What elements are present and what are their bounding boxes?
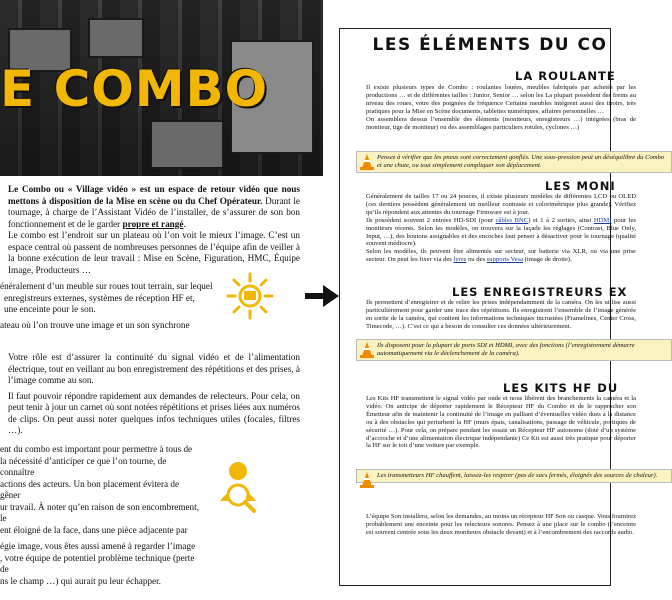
composition-line-4: ateau où l’on trouve une image et un son synchrone [0, 319, 190, 330]
composition-line-1: énéralement d’un meuble sur roues tout terrain, sur lequel [0, 281, 213, 291]
role-paragraph [8, 352, 300, 437]
section-kits-hf-text [366, 395, 636, 450]
traffic-cone-icon [360, 342, 374, 358]
moniteurs-p3c: (image de droite). [523, 256, 572, 264]
role-p4: Votre rôle est d’assurer la continuité du signal vidéo et de l’alimentation électrique, tout en veillant au bon enregistrement des répétitions et des prises, à l’image comme au son. [8, 352, 300, 385]
roulante-p1: Il existe plusieurs types de Combo : roulantes louées, meubles fabriqués par achetés par les productions … et de différentes tailles : Junior, Senior … selon les La plupart possèdent des freins au niveau des roues, votre des poignées de fréquence Certains meubles intègrent aussi des tiroirs, très pratiques pour la Mise en Scène documents, tablettes numériques, affaires personnelles … [366, 84, 636, 115]
composition-paragraph [0, 281, 230, 331]
enregistreurs-p1: Ils permettent d’enregistrer et de relire les prises indépendamment de la caméra. On les utilise aussi particulièrement pour garder une trace des répétitions. Ils enregistrent l’ensemble de l’image générée en sortie de la caméra, qui contient les informations techniques incrustées (Framelines, Center Cross, Timecode, …). C’est ce qui a besoin de consulter ces données ultérieurement. [366, 299, 636, 330]
kits-hf-note [356, 469, 672, 483]
son-p1: L’équipe Son installera, selon les demandes, au moins un récepteur HF Son ou casque. Vous fournirez probablement une enceinte pour les relecteurs sonores. Pensez à une place sur le combo (l’enceinte est souvent centrée sous les deux moniteurs obstacle devant) et à l’encombrement des raccords audio. [366, 513, 636, 536]
intro-bold2: propre et rangé [122, 218, 184, 229]
monitor-shape [88, 18, 144, 58]
arrow-right-icon [305, 285, 339, 307]
section-enregistreurs-title: LES ENREGISTREURS EX [452, 285, 628, 299]
traffic-cone-icon [360, 154, 374, 170]
placement-line-2: la nécessité d’anticiper ce que l’on tourne, de connaître [0, 455, 167, 477]
hero-image [0, 0, 323, 176]
enregistreurs-note [356, 339, 672, 361]
roulante-p2: On assemblera dessus l’ensemble des éléments (moniteurs, enregistreurs …) intégrées (bras de moniteur, tige de moniteur) ou des assemblages particuliers rotules, cyclones …) [366, 115, 636, 131]
intro-bold: Le Combo ou « Village vidéo » est un espace de retour vidéo que nous mettons à disposition de la Mise en scène ou du Chef Opérateur. [8, 184, 300, 206]
section-enregistreurs-text [366, 299, 636, 331]
monitor-shape [150, 120, 224, 169]
panel-title: LES ÉLÉMENTS DU CO [372, 35, 608, 55]
placement-line-6: égie image, vous êtes aussi amené à regarder l’image [0, 541, 196, 551]
camera-gear-icon [225, 272, 275, 320]
placement-line-8: ns le champ …) qui aurait pu leur échapper. [0, 575, 161, 586]
elements-panel [339, 28, 665, 586]
traffic-cone-icon [360, 472, 374, 488]
section-moniteurs-text [366, 193, 636, 264]
moniteurs-p2b: ) et 1 à 2 sorties, ainsi [528, 216, 594, 224]
intro-p2: Le combo est l’endroit sur un plateau où l’on voit le mieux l’image. C’est un espace central où passent de nombreuses personnes de l’équipe afin de veiller à la bonne exécution de leur travail : Mise en Scène, Figuration, HMC, Équipe Image, Producteurs … [8, 230, 300, 275]
link-cables-bnc[interactable]: câbles BNC [495, 216, 529, 224]
roulante-note-text: Pensez à vérifier que les pneus sont correctement gonflés. Une sous-pression peut un déséquilibre du Combo et une chute, ou tout simplement compliquer son déplacement. [377, 154, 665, 169]
roulante-note [356, 151, 672, 173]
moniteurs-p3b: ou des [466, 256, 487, 264]
moniteurs-p1: Généralement de tailles 17 ou 24 pouces, il existe plusieurs modèles de différentes LCD ou OLED (ces derniers possèdent généralement un meilleur contraste et colorimétrique plus grande). Vérifiez qu’ils répondent aux attentes du tournage Firmware est à jour. [366, 193, 636, 216]
placement-line-3: actions des acteurs. Un bon placement évitera de gêner [0, 478, 180, 500]
person-search-icon [210, 455, 266, 513]
moniteurs-p2c: pour les moniteurs récents. Selon les modèles, on trouvera sur la façade les réglages (Contrast, Blue Only, Input, …), des boutons assignables et des encoches faut penser à désactiver pour le tournage (qualité souvent médiocre). [366, 216, 636, 248]
placement-line-1: ent du combo est important pour permettre à tous de [0, 444, 193, 454]
section-son-text [366, 513, 636, 537]
link-supports-vesa[interactable]: supports Vesa [486, 256, 524, 264]
intro-end: . [183, 218, 186, 229]
moniteurs-p3a: Selon les modèles, ils peuvent être alimentés sur secteur, sur batterie via XLR, ou via une prise secteur. On peut les fixer via des [366, 248, 636, 264]
role-p5: Il faut pouvoir répondre rapidement aux demandes de relecteurs. Pour cela, on peut tenir à jour un carnet où sont notées répétitions et prises liées aux numéros de clips. On peut aussi noter quelques infos techniques utiles (focales, filtres …). [8, 390, 300, 435]
intro-paragraph [8, 184, 300, 276]
section-roulante-text [366, 84, 636, 131]
intro-rest: Durant le tournage, à charge de l’Assistant Vidéo de l’installer, de s’assurer de son bon fonctionnement et de le garder [8, 195, 300, 229]
link-hdmi[interactable]: HDMI [593, 216, 612, 224]
composition-line-3: une enceinte pour le son. [4, 304, 96, 314]
placement-line-5: ent éloigné de la face, dans une pièce adjacente par [0, 524, 188, 535]
enregistreurs-note-text: Ils disposent pour la plupart de ports SDI et HDMI, avec des fonctions (l’enregistrement démarre automatiquement via le déclenchement de la caméra). [377, 342, 635, 357]
section-moniteurs-title: LES MONI [545, 179, 616, 193]
kits-hf-note-text: Les transmetteurs HF chauffent, laissez-les respirer (pas de sacs fermés, éloignés des sources de chaleur). [377, 472, 658, 479]
placement-line-4: ur travail. À noter qu’en raison de son encombrement, le [0, 501, 199, 523]
section-kits-hf-title: LES KITS HF DU [503, 381, 619, 395]
section-roulante-title: LA ROULANTE [515, 69, 616, 83]
kits-hf-p1: Les Kits HF transmettent le signal vidéo par onde et nous libèrent des branchements la caméra et la vidéo. On anticipe de déporter rapidement le Récepteur HF du Combo et de le rapprocher son Émetteur afin de maintenir la continuité de l’image en palliant d’éventuelles vidéo dues à la distance ou à des obstacles qui perturbent la HF (murs épais, canalisations, passage de véhicule, portiques de sécurité …). Pour cela, on prépare pendant les essais un Récepteur HF autonome (doté d’un système d’accroche et d’une alimentation électrique indépendante) Ce Kit est aussi très pratique pour déporter la HF sur le toit d’une voiture par exemple. [366, 395, 636, 450]
hero-title: E COMBO [0, 60, 269, 118]
placement-line-7: , votre équipe de potentiel problème technique (perte de [0, 552, 195, 574]
composition-line-2: enregistreurs externes, systèmes de réception HF et, [4, 292, 195, 303]
moniteurs-p2a: Ils possèdent souvent 2 entrées HD-SDI (pour [366, 216, 496, 224]
placement-paragraph [0, 444, 200, 587]
link-lyres[interactable]: lyres [453, 256, 467, 264]
